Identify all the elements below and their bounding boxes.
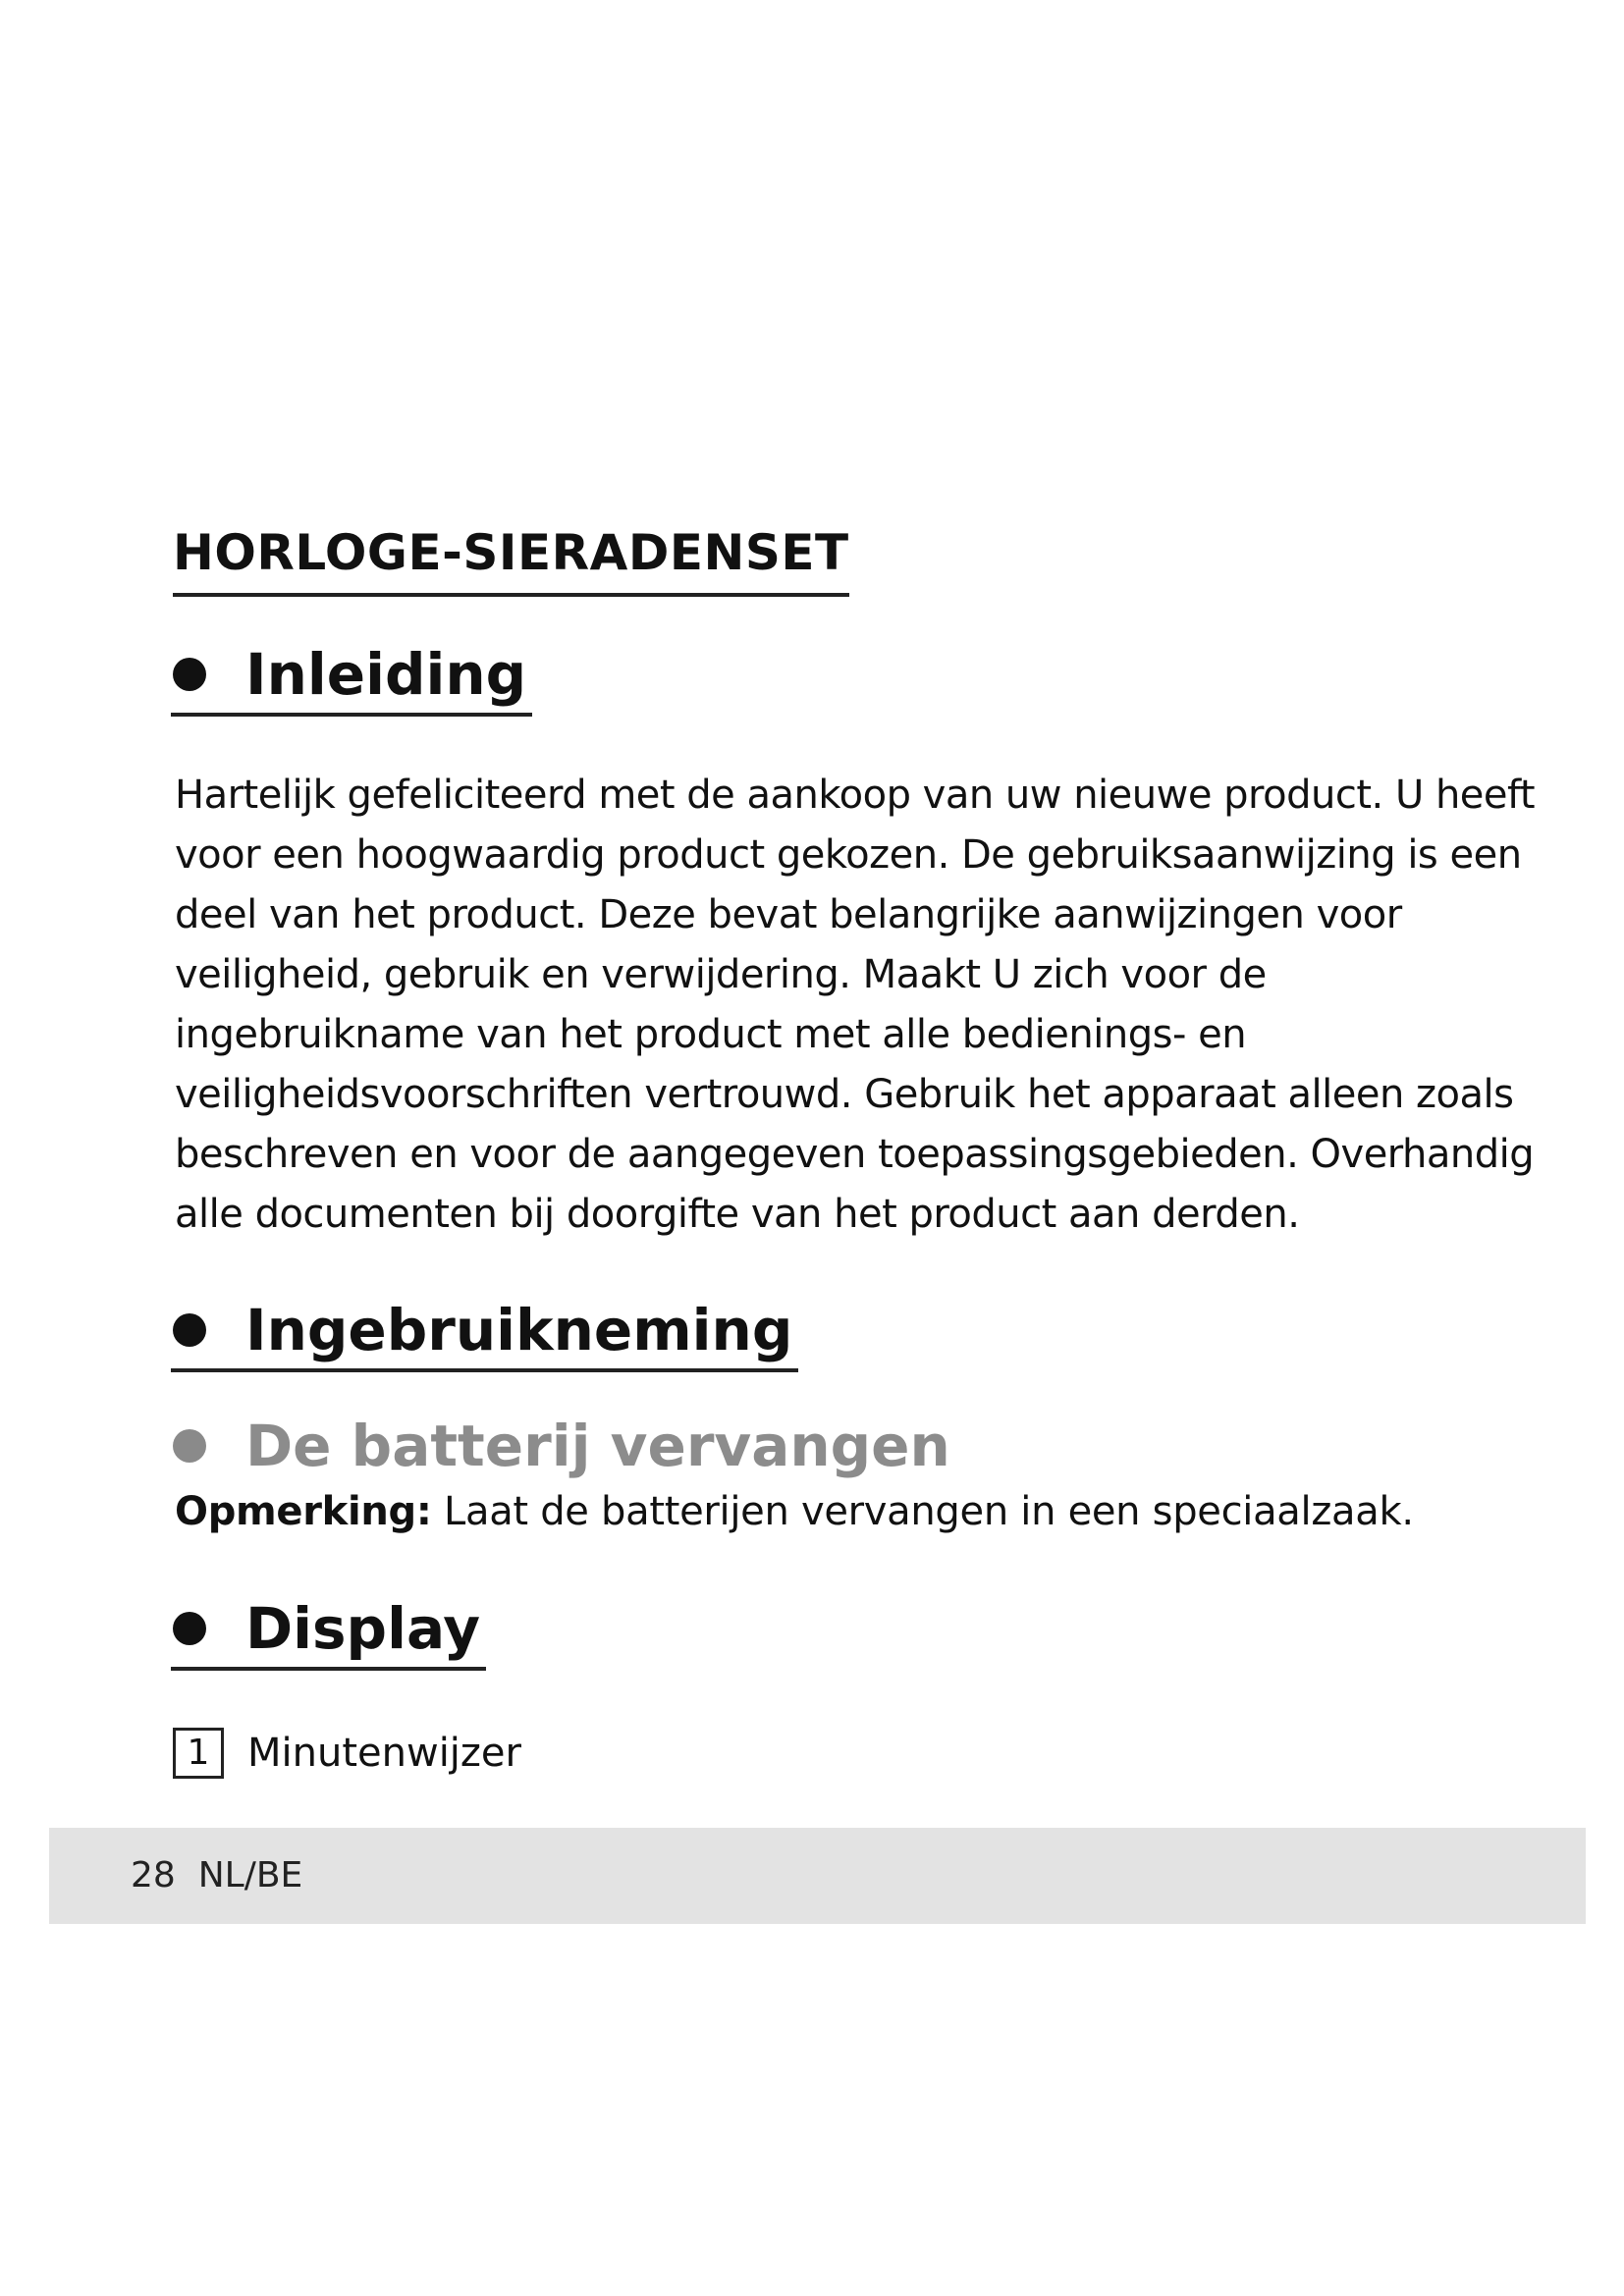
section-heading-label: Ingebruikneming <box>245 1297 793 1363</box>
paragraph-line: ingebruikname van het product met alle bedienings- en <box>175 1012 1247 1057</box>
section-heading-display <box>171 1590 486 1671</box>
document-title: HORLOGE-SIERADENSET <box>173 520 849 597</box>
subsection-heading-label: De batterij vervangen <box>245 1413 950 1479</box>
paragraph-line: voor een hoogwaardig product gekozen. De gebruiksaanwijzing is een <box>175 832 1522 878</box>
page-number: 28 <box>131 1855 176 1896</box>
page-footer <box>131 1849 302 1902</box>
paragraph-line: Hartelijk gefeliciteerd met de aankoop van uw nieuwe product. U heeft <box>175 773 1536 818</box>
legend-label: Minutenwijzer <box>247 1731 521 1776</box>
section-heading-ingebruikneming <box>171 1292 798 1372</box>
paragraph-line: beschreven en voor de aangegeven toepassingsgebieden. Overhandig <box>175 1132 1535 1177</box>
paragraph-line: veiligheid, gebruik en verwijdering. Maakt U zich voor de <box>175 952 1267 997</box>
bullet-icon <box>173 658 206 691</box>
display-legend-item <box>173 1724 521 1783</box>
paragraph-line: deel van het product. Deze bevat belangrijke aanwijzingen voor <box>175 892 1402 937</box>
bullet-icon <box>173 1313 206 1347</box>
note-label: Opmerking: <box>175 1489 432 1534</box>
paragraph-line: veiligheidsvoorschriften vertrouwd. Gebruik het apparaat alleen zoals <box>175 1072 1514 1117</box>
legend-number-box: 1 <box>173 1728 224 1779</box>
note-text: Laat de batterijen vervangen in een speciaalzaak. <box>431 1489 1414 1534</box>
intro-paragraph <box>175 766 1536 1245</box>
page-locale: NL/BE <box>197 1855 303 1896</box>
paragraph-line: alle documenten bij doorgifte van het product aan derden. <box>175 1192 1300 1237</box>
subsection-heading-batterij <box>171 1408 950 1484</box>
bullet-icon <box>173 1612 206 1645</box>
footer-band <box>49 1828 1586 1924</box>
bullet-icon <box>173 1429 206 1463</box>
section-heading-label: Inleiding <box>245 641 527 708</box>
battery-note <box>175 1482 1414 1541</box>
section-heading-label: Display <box>245 1595 481 1662</box>
section-heading-inleiding <box>171 636 532 717</box>
